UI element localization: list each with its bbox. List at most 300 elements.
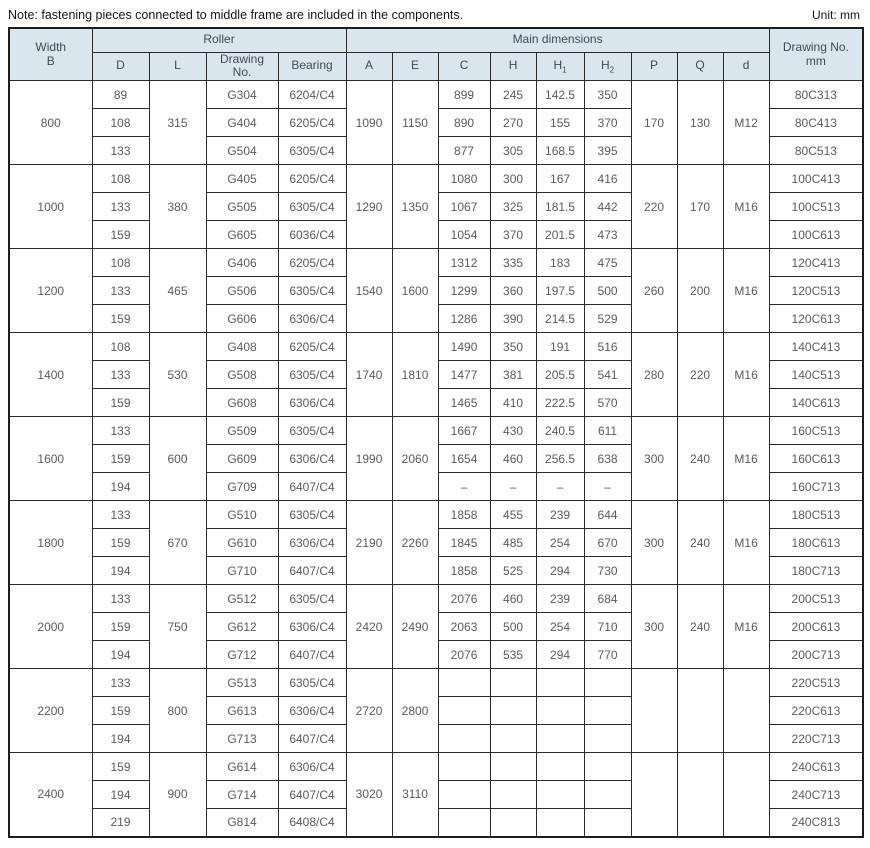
cell-h2: [584, 725, 631, 753]
cell-drawing-no-mm: 180C713: [769, 557, 863, 585]
cell-roller-drawing-no: G613: [206, 697, 278, 725]
cell-l: 315: [149, 81, 206, 165]
cell-bearing: 6305/C4: [278, 361, 346, 389]
cell-h2: 570: [584, 389, 631, 417]
cell-a: 2720: [346, 669, 392, 753]
cell-h2: 473: [584, 221, 631, 249]
cell-h: 410: [490, 389, 536, 417]
cell-bearing: 6306/C4: [278, 753, 346, 781]
cell-c: 1477: [438, 361, 490, 389]
cell-bearing: 6407/C4: [278, 473, 346, 501]
cell-q: [677, 669, 723, 753]
cell-a: 2420: [346, 585, 392, 669]
cell-a: 2190: [346, 501, 392, 585]
cell-d: 159: [92, 529, 149, 557]
cell-c: [438, 753, 490, 781]
cell-h2: 644: [584, 501, 631, 529]
cell-bearing: 6408/C4: [278, 809, 346, 837]
cell-drawing-no-mm: 140C613: [769, 389, 863, 417]
cell-c: [438, 781, 490, 809]
cell-h: 525: [490, 557, 536, 585]
table-row: [9, 501, 863, 529]
cell-bearing: 6305/C4: [278, 669, 346, 697]
cell-l: 600: [149, 417, 206, 501]
cell-drawing-no-mm: 160C713: [769, 473, 863, 501]
cell-h2: 416: [584, 165, 631, 193]
cell-roller-drawing-no: G612: [206, 613, 278, 641]
cell-thread-d: [723, 669, 769, 753]
cell-h: 500: [490, 613, 536, 641]
cell-h2: 611: [584, 417, 631, 445]
cell-width-b: 1400: [9, 333, 92, 417]
cell-drawing-no-mm: 140C413: [769, 333, 863, 361]
cell-a: 3020: [346, 753, 392, 837]
header-h: H: [490, 52, 536, 81]
cell-h: 460: [490, 445, 536, 473]
header-a: A: [346, 52, 392, 81]
cell-bearing: 6305/C4: [278, 417, 346, 445]
cell-bearing: 6407/C4: [278, 641, 346, 669]
cell-c: –: [438, 473, 490, 501]
cell-drawing-no-mm: 80C513: [769, 137, 863, 165]
cell-roller-drawing-no: G405: [206, 165, 278, 193]
cell-drawing-no-mm: 80C313: [769, 81, 863, 109]
cell-c: [438, 809, 490, 837]
cell-roller-drawing-no: G505: [206, 193, 278, 221]
cell-width-b: 2200: [9, 669, 92, 753]
cell-c: 1858: [438, 501, 490, 529]
cell-h: [490, 781, 536, 809]
cell-h2: [584, 753, 631, 781]
cell-h1: 183: [536, 249, 584, 277]
cell-p: 170: [631, 81, 677, 165]
cell-drawing-no-mm: 160C513: [769, 417, 863, 445]
cell-l: 800: [149, 669, 206, 753]
header-drawing-no-mm: Drawing No. mm: [769, 28, 863, 81]
cell-l: 670: [149, 501, 206, 585]
cell-a: 1540: [346, 249, 392, 333]
cell-h1: 155: [536, 109, 584, 137]
cell-l: 900: [149, 753, 206, 837]
cell-d: 194: [92, 641, 149, 669]
cell-c: 1490: [438, 333, 490, 361]
header-c: C: [438, 52, 490, 81]
cell-d: 133: [92, 669, 149, 697]
cell-e: 2800: [392, 669, 438, 753]
cell-c: 1465: [438, 389, 490, 417]
cell-h: [490, 725, 536, 753]
unit-label: Unit: mm: [812, 8, 860, 22]
cell-roller-drawing-no: G504: [206, 137, 278, 165]
cell-h: 485: [490, 529, 536, 557]
cell-width-b: 1800: [9, 501, 92, 585]
cell-h: 455: [490, 501, 536, 529]
cell-h1: [536, 697, 584, 725]
cell-e: 2490: [392, 585, 438, 669]
cell-c: [438, 669, 490, 697]
cell-h: [490, 697, 536, 725]
cell-bearing: 6306/C4: [278, 445, 346, 473]
cell-h1: 181.5: [536, 193, 584, 221]
cell-bearing: 6306/C4: [278, 305, 346, 333]
cell-d: 159: [92, 389, 149, 417]
cell-width-b: 1200: [9, 249, 92, 333]
cell-l: 380: [149, 165, 206, 249]
cell-h2: 670: [584, 529, 631, 557]
cell-h1: 254: [536, 529, 584, 557]
cell-d: 194: [92, 781, 149, 809]
cell-h1: 168.5: [536, 137, 584, 165]
cell-h: –: [490, 473, 536, 501]
cell-h2: 730: [584, 557, 631, 585]
cell-roller-drawing-no: G510: [206, 501, 278, 529]
table-head: [9, 28, 863, 81]
cell-e: 1350: [392, 165, 438, 249]
cell-drawing-no-mm: 220C613: [769, 697, 863, 725]
cell-c: 1312: [438, 249, 490, 277]
header-q: Q: [677, 52, 723, 81]
cell-drawing-no-mm: 100C613: [769, 221, 863, 249]
cell-p: 260: [631, 249, 677, 333]
table-row: [9, 417, 863, 445]
cell-drawing-no-mm: 200C513: [769, 585, 863, 613]
cell-e: 2060: [392, 417, 438, 501]
header-row-columns: [9, 52, 863, 81]
header-width-b: Width B: [9, 28, 92, 81]
header-roller-drawing-no: Drawing No.: [206, 52, 278, 81]
header-h1: $H_1$: [536, 52, 584, 81]
cell-bearing: 6305/C4: [278, 585, 346, 613]
cell-d: 159: [92, 613, 149, 641]
cell-q: 200: [677, 249, 723, 333]
cell-drawing-no-mm: 180C613: [769, 529, 863, 557]
cell-h1: 239: [536, 585, 584, 613]
cell-c: 877: [438, 137, 490, 165]
cell-h1: 222.5: [536, 389, 584, 417]
cell-h1: 294: [536, 557, 584, 585]
cell-d: 159: [92, 753, 149, 781]
cell-h: 325: [490, 193, 536, 221]
cell-drawing-no-mm: 240C713: [769, 781, 863, 809]
cell-bearing: 6204/C4: [278, 81, 346, 109]
cell-bearing: 6305/C4: [278, 501, 346, 529]
cell-q: 220: [677, 333, 723, 417]
cell-roller-drawing-no: G712: [206, 641, 278, 669]
cell-d: 194: [92, 557, 149, 585]
cell-h1: 167: [536, 165, 584, 193]
cell-h: 305: [490, 137, 536, 165]
cell-l: 465: [149, 249, 206, 333]
cell-a: 1990: [346, 417, 392, 501]
cell-drawing-no-mm: 120C413: [769, 249, 863, 277]
header-group-roller: Roller: [92, 28, 346, 52]
cell-h1: 256.5: [536, 445, 584, 473]
cell-l: 750: [149, 585, 206, 669]
header-thread-d: d: [723, 52, 769, 81]
cell-roller-drawing-no: G509: [206, 417, 278, 445]
cell-h2: [584, 781, 631, 809]
cell-drawing-no-mm: 100C513: [769, 193, 863, 221]
cell-a: 1090: [346, 81, 392, 165]
cell-c: 1299: [438, 277, 490, 305]
cell-width-b: 1000: [9, 165, 92, 249]
cell-d: 219: [92, 809, 149, 837]
cell-p: 220: [631, 165, 677, 249]
header-h2: $H_2$: [584, 52, 631, 81]
cell-c: 1845: [438, 529, 490, 557]
cell-c: 1067: [438, 193, 490, 221]
table-row: [9, 753, 863, 781]
cell-q: 240: [677, 501, 723, 585]
cell-h1: [536, 669, 584, 697]
cell-bearing: 6306/C4: [278, 529, 346, 557]
cell-width-b: 800: [9, 81, 92, 165]
cell-h: 270: [490, 109, 536, 137]
header-bearing: Bearing: [278, 52, 346, 81]
cell-bearing: 6305/C4: [278, 277, 346, 305]
cell-c: [438, 697, 490, 725]
cell-h1: –: [536, 473, 584, 501]
cell-p: [631, 669, 677, 753]
cell-roller-drawing-no: G614: [206, 753, 278, 781]
cell-h: [490, 809, 536, 837]
cell-c: 1080: [438, 165, 490, 193]
cell-q: 240: [677, 585, 723, 669]
cell-d: 194: [92, 473, 149, 501]
cell-h2: 442: [584, 193, 631, 221]
cell-d: 133: [92, 501, 149, 529]
cell-h2: 770: [584, 641, 631, 669]
cell-h1: [536, 725, 584, 753]
cell-d: 108: [92, 333, 149, 361]
cell-bearing: 6205/C4: [278, 109, 346, 137]
cell-h2: [584, 697, 631, 725]
cell-roller-drawing-no: G605: [206, 221, 278, 249]
cell-roller-drawing-no: G506: [206, 277, 278, 305]
cell-h1: [536, 781, 584, 809]
cell-h2: 710: [584, 613, 631, 641]
table-row: [9, 669, 863, 697]
cell-thread-d: M16: [723, 501, 769, 585]
cell-h1: 240.5: [536, 417, 584, 445]
cell-width-b: 1600: [9, 417, 92, 501]
cell-roller-drawing-no: G606: [206, 305, 278, 333]
cell-thread-d: M16: [723, 585, 769, 669]
cell-thread-d: M12: [723, 81, 769, 165]
cell-h: 245: [490, 81, 536, 109]
cell-d: 159: [92, 445, 149, 473]
header-group-main-dimensions: Main dimensions: [346, 28, 769, 52]
cell-roller-drawing-no: G713: [206, 725, 278, 753]
cell-d: 194: [92, 725, 149, 753]
cell-roller-drawing-no: G406: [206, 249, 278, 277]
header-d: D: [92, 52, 149, 81]
cell-thread-d: M16: [723, 165, 769, 249]
cell-h1: 191: [536, 333, 584, 361]
cell-roller-drawing-no: G610: [206, 529, 278, 557]
cell-h: 370: [490, 221, 536, 249]
cell-d: 159: [92, 221, 149, 249]
cell-h: 300: [490, 165, 536, 193]
cell-roller-drawing-no: G408: [206, 333, 278, 361]
cell-h1: 142.5: [536, 81, 584, 109]
cell-h: 460: [490, 585, 536, 613]
cell-roller-drawing-no: G609: [206, 445, 278, 473]
cell-roller-drawing-no: G304: [206, 81, 278, 109]
cell-c: 890: [438, 109, 490, 137]
cell-h2: 516: [584, 333, 631, 361]
cell-roller-drawing-no: G814: [206, 809, 278, 837]
cell-q: [677, 753, 723, 837]
cell-thread-d: M16: [723, 249, 769, 333]
cell-c: [438, 725, 490, 753]
cell-c: 1667: [438, 417, 490, 445]
cell-h2: [584, 809, 631, 837]
cell-roller-drawing-no: G710: [206, 557, 278, 585]
cell-drawing-no-mm: 200C713: [769, 641, 863, 669]
cell-d: 89: [92, 81, 149, 109]
cell-h: 381: [490, 361, 536, 389]
cell-roller-drawing-no: G513: [206, 669, 278, 697]
cell-drawing-no-mm: 120C513: [769, 277, 863, 305]
cell-c: 1054: [438, 221, 490, 249]
cell-h: 390: [490, 305, 536, 333]
dimensions-table: [8, 27, 864, 838]
cell-drawing-no-mm: 180C513: [769, 501, 863, 529]
cell-h: 360: [490, 277, 536, 305]
cell-h2: 541: [584, 361, 631, 389]
cell-c: 1286: [438, 305, 490, 333]
cell-e: 1600: [392, 249, 438, 333]
cell-drawing-no-mm: 220C513: [769, 669, 863, 697]
cell-p: 300: [631, 585, 677, 669]
cell-e: 1810: [392, 333, 438, 417]
cell-d: 133: [92, 277, 149, 305]
header-p: P: [631, 52, 677, 81]
table-row: [9, 333, 863, 361]
cell-h1: 201.5: [536, 221, 584, 249]
cell-drawing-no-mm: 140C513: [769, 361, 863, 389]
cell-h2: 500: [584, 277, 631, 305]
cell-h1: [536, 809, 584, 837]
cell-h2: 475: [584, 249, 631, 277]
cell-c: 2063: [438, 613, 490, 641]
cell-drawing-no-mm: 200C613: [769, 613, 863, 641]
cell-h: 430: [490, 417, 536, 445]
cell-roller-drawing-no: G508: [206, 361, 278, 389]
cell-thread-d: M16: [723, 417, 769, 501]
cell-drawing-no-mm: 120C613: [769, 305, 863, 333]
cell-drawing-no-mm: 100C413: [769, 165, 863, 193]
cell-h2: 370: [584, 109, 631, 137]
cell-h2: [584, 669, 631, 697]
cell-p: 300: [631, 417, 677, 501]
cell-drawing-no-mm: 160C613: [769, 445, 863, 473]
cell-drawing-no-mm: 220C713: [769, 725, 863, 753]
cell-thread-d: M16: [723, 333, 769, 417]
cell-e: 3110: [392, 753, 438, 837]
cell-e: 1150: [392, 81, 438, 165]
cell-a: 1740: [346, 333, 392, 417]
cell-thread-d: [723, 753, 769, 837]
cell-q: 240: [677, 417, 723, 501]
cell-bearing: 6305/C4: [278, 193, 346, 221]
cell-h: 535: [490, 641, 536, 669]
table-body: [9, 81, 863, 837]
cell-bearing: 6407/C4: [278, 781, 346, 809]
cell-h1: 197.5: [536, 277, 584, 305]
cell-c: 2076: [438, 641, 490, 669]
cell-roller-drawing-no: G714: [206, 781, 278, 809]
cell-roller-drawing-no: G608: [206, 389, 278, 417]
cell-c: 2076: [438, 585, 490, 613]
cell-h2: 638: [584, 445, 631, 473]
table-row: [9, 585, 863, 613]
cell-d: 159: [92, 305, 149, 333]
cell-d: 133: [92, 361, 149, 389]
cell-h1: 205.5: [536, 361, 584, 389]
cell-d: 108: [92, 249, 149, 277]
table-row: [9, 81, 863, 109]
cell-d: 133: [92, 417, 149, 445]
table-row: [9, 249, 863, 277]
cell-h2: 684: [584, 585, 631, 613]
cell-h2: 395: [584, 137, 631, 165]
cell-h: [490, 669, 536, 697]
cell-h2: 529: [584, 305, 631, 333]
cell-bearing: 6205/C4: [278, 249, 346, 277]
cell-d: 133: [92, 137, 149, 165]
cell-drawing-no-mm: 240C813: [769, 809, 863, 837]
cell-bearing: 6407/C4: [278, 725, 346, 753]
cell-a: 1290: [346, 165, 392, 249]
cell-bearing: 6205/C4: [278, 333, 346, 361]
cell-q: 130: [677, 81, 723, 165]
cell-p: [631, 753, 677, 837]
cell-h: [490, 753, 536, 781]
cell-c: 1858: [438, 557, 490, 585]
cell-drawing-no-mm: 240C613: [769, 753, 863, 781]
cell-bearing: 6036/C4: [278, 221, 346, 249]
cell-d: 108: [92, 109, 149, 137]
cell-width-b: 2000: [9, 585, 92, 669]
cell-h2: 350: [584, 81, 631, 109]
cell-c: 1654: [438, 445, 490, 473]
note-text: Note: fastening pieces connected to middle frame are included in the components.: [8, 8, 464, 22]
cell-l: 530: [149, 333, 206, 417]
cell-d: 133: [92, 193, 149, 221]
cell-p: 300: [631, 501, 677, 585]
cell-width-b: 2400: [9, 753, 92, 837]
cell-h: 350: [490, 333, 536, 361]
top-bar: [8, 6, 862, 27]
header-e: E: [392, 52, 438, 81]
cell-h1: 214.5: [536, 305, 584, 333]
cell-h1: 254: [536, 613, 584, 641]
cell-drawing-no-mm: 80C413: [769, 109, 863, 137]
cell-bearing: 6306/C4: [278, 389, 346, 417]
cell-h1: 239: [536, 501, 584, 529]
cell-roller-drawing-no: G404: [206, 109, 278, 137]
cell-q: 170: [677, 165, 723, 249]
cell-d: 133: [92, 585, 149, 613]
cell-bearing: 6407/C4: [278, 557, 346, 585]
cell-bearing: 6306/C4: [278, 697, 346, 725]
cell-h2: –: [584, 473, 631, 501]
cell-bearing: 6305/C4: [278, 137, 346, 165]
cell-c: 899: [438, 81, 490, 109]
cell-bearing: 6306/C4: [278, 613, 346, 641]
